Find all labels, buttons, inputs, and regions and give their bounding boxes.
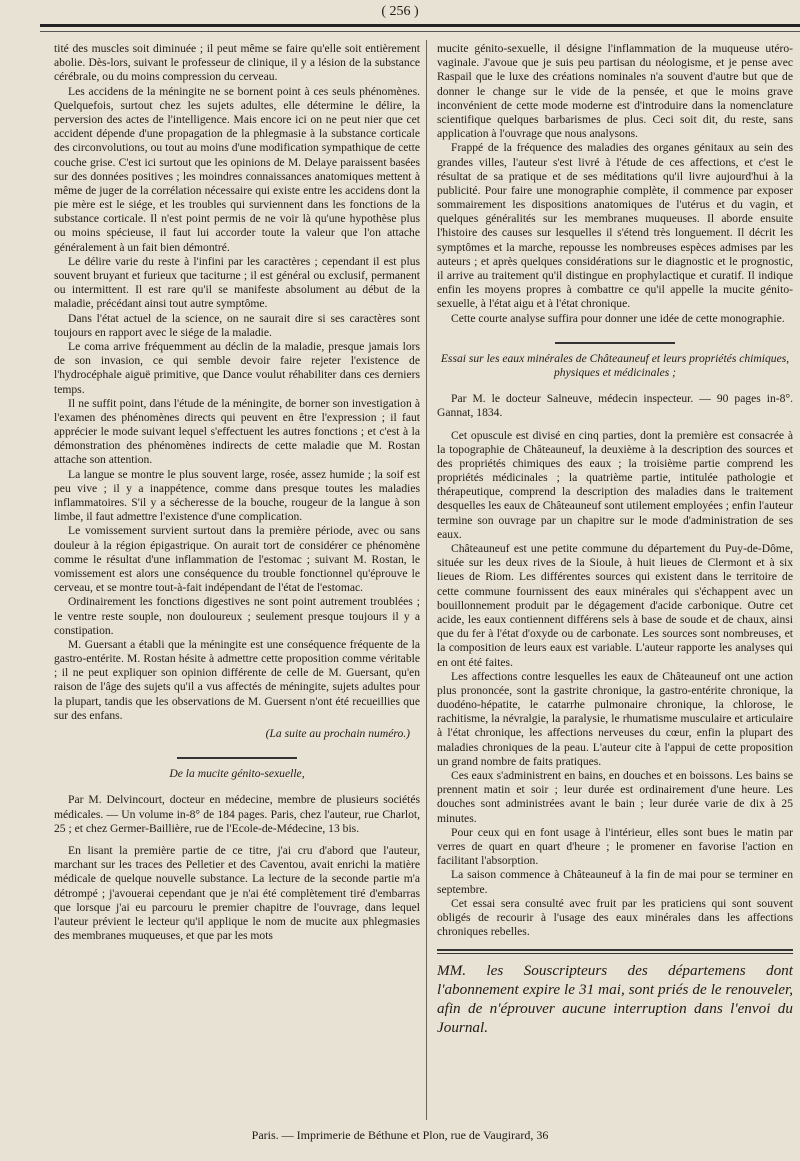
paragraph: La langue se montre le plus souvent large, rosée, assez humide ; la soif est peu vive ; il y a inappétence, comme dans presque toutes les maladies inflammatoires. S'il y a sécheresse de la bouche, rougeur de la langue à son limbe, il faut admettre l'existence d'une complication. <box>54 467 420 524</box>
section-separator <box>555 342 675 344</box>
section-title: Essai sur les eaux minérales de Châteauneuf et leurs propriétés chimiques, physiques et médicinales ; <box>440 351 790 379</box>
paragraph: Dans l'état actuel de la science, on ne saurait dire si ses caractères sont toujours en rapport avec le siége de la maladie. <box>54 311 420 339</box>
review-intro: Par M. Delvincourt, docteur en médecine, membre de plusieurs sociétés médicales. — Un volume in-8° de 184 pages. Paris, chez l'auteur, rue Charlot, 25 ; et chez Germer-Baillière, rue de l'Ecole-de-Médecine, 13 bis. <box>54 793 420 835</box>
notice-text: MM. les Souscripteurs des départemens dont l'abonnement expire le 31 mai, sont priés de le renouveler, afin de n'éprouver aucune interruption dans l'envoi du Journal. <box>437 962 793 1036</box>
paragraph: Les affections contre lesquelles les eaux de Châteauneuf ont une action plus prononcée, sont la gastrite chronique, la gastro-entérite chronique, la duodéno-hépatite, le catarrhe pulmonaire chronique, la chlorose, le rachitisme, la névralgie, la paralysie, le rhumatisme musculaire et articulaire à l'état chronique, les affections nerveuses du cœur, enfin la plupart des maladies chroniques de la peau. L'auteur cite à l'appui de cette proposition un grand nombre de faits pratiques. <box>437 669 793 768</box>
paragraph: mucite génito-sexuelle, il désigne l'inflammation de la muqueuse utéro-vaginale. J'avoue que je suis peu partisan du néologisme, et je pense avec Raspail que le luxe des créations nominales n'a souvent d'autre but que de donner le change sur le vide de la pensée, et que le moins grave inconvénient de cette mode moderne est d'introduire dans la nomenclature scientifique quelques barbarismes de plus. Ceci soit dit, du reste, sans application à l'ouvrage que nous analysons. <box>437 42 793 141</box>
paragraph: Les accidens de la méningite ne se bornent point à ces seuls phénomènes. Quelquefois, surtout chez les sujets adultes, elle détermine le délire, la perversion des actes de l'intelligence. Mais encore ici on ne peut nier que cet accident dépende d'une propagation de la phlegmasie à la substance corticale des circonvolutions, ou tout au moins d'une modification sympathique de cette couche grise. C'est ici surtout que les opinions de M. Delaye paraissent basées sur des données positives ; les moindres connaissances anatomiques mettent à même de juger de la corrélation nécessaire qui existe entre les accidens dont la pie mère est le siége, et les troubles qui surviennent dans les fonctions de la substance corticale. Il n'est point permis de ne voir là qu'une hypothèse plus ou moins spécieuse, il faut lui accorder toute la valeur que l'on attache généralement à un fait bien démontré. <box>54 84 420 254</box>
right-column <box>437 42 793 1038</box>
section-title: De la mucite génito-sexuelle, <box>169 767 305 781</box>
paragraph: Cet essai sera consulté avec fruit par les praticiens qui sont souvent obligés de recourir à l'usage des eaux minérales dans les affections chroniques rebelles. <box>437 896 793 939</box>
subscriber-notice <box>437 962 793 1037</box>
paragraph: Châteauneuf est une petite commune du département du Puy-de-Dôme, située sur les deux rives de la Sioule, à huit lieues de Clermont et à six lieues de Riom. Les différentes sources qui existent dans le territoire de cette commune fournissent des eaux minérales qui s'échappent avec un bouillonnement produit par le dégagement d'acide carbonique. Outre cet acide, les eaux contiennent différens sels à base de soude et de chaux, ainsi que du fer à l'état d'oxyde ou de carbonate. Les sources sont nombreuses, et la composition de leurs eaux est variable. L'auteur rapporte les analyses qui en ont été faites. <box>437 542 793 669</box>
review-intro: Par M. le docteur Salneuve, médecin inspecteur. — 90 pages in-8°. Gannat, 1834. <box>437 392 793 420</box>
paragraph: Frappé de la fréquence des maladies des organes génitaux au sein des grandes villes, l'auteur s'est livré à l'étude de ces affections, et c'est le résultat de sa pratique et de ses méditations qu'il livre aujourd'hui à la publicité. Pour faire une monographie complète, il commence par exposer sommairement les dispositions anatomiques de l'utérus et du vagin, et quelques généralités sur les membranes muqueuses. Il aborde ensuite l'histoire des causes sur lesquelles il s'étend très longuement. Il décrit les symptômes et la marche, repousse les nombreuses espèces admises par les auteurs ; et après quelques considérations sur le diagnostic et le prognostic, il arrive au traitement qu'il distingue en prophylactique et curatif. Il indique enfin les moyens propres à combattre ce qu'il appelle la mucite génito-sexuelle, à l'état aigu et à l'état chronique. <box>437 141 793 311</box>
notice-rule <box>437 949 793 954</box>
paragraph: Il ne suffit point, dans l'étude de la méningite, de borner son investigation à l'examen des phénomènes directs qui peuvent en être l'expression ; il faut apprécier le mode suivant lequel s'effectuent les autres fonctions ; et c'est à la démonstration des phénomènes indirects de cette maladie que M. Rostan attache son attention. <box>54 396 420 467</box>
paragraph: Le délire varie du reste à l'infini par les caractères ; cependant il est plus souvent bruyant et furieux que taciturne ; il est général ou exclusif, permanent ou intermittent. Il est rare qu'il se manifeste absolument au début de la maladie, précédant ainsi tout autre symptôme. <box>54 254 420 311</box>
paragraph: tité des muscles soit diminuée ; il peut même se faire qu'elle soit entièrement abolie. Dès-lors, suivant le professeur de clinique, il y a lésion de la substance cérébrale, ou du moins compression du cerveau. <box>54 42 420 84</box>
printer-footer: Paris. — Imprimerie de Béthune et Plon, rue de Vaugirard, 36 <box>251 1128 549 1142</box>
paragraph: Le coma arrive fréquemment au déclin de la maladie, presque jamais lors de son invasion, ce qui semble devoir faire rejeter l'existence de l'hydrocéphale aiguë primitive, que Dance voulut réhabiliter dans ces derniers temps. <box>54 339 420 396</box>
section-separator <box>177 757 297 759</box>
paragraph: Ces eaux s'administrent en bains, en douches et en boissons. Les bains se prennent matin et soir ; leur durée est ordinairement d'une heure. Les douches sont administrées avant le bain ; leur durée varie de dix à 25 minutes. <box>437 769 793 825</box>
paragraph: Pour ceux qui en font usage à l'intérieur, elles sont bues le matin par verres de quart en quart d'heure ; le promener en favorise l'action en facilitant l'absorption. <box>437 825 793 868</box>
left-column <box>54 42 420 943</box>
paragraph: En lisant la première partie de ce titre, j'ai cru d'abord que l'auteur, marchant sur les traces des Pelletier et des Caventou, avait enrichi la matière médicale de quelque nouvelle substance. La lecture de la seconde partie m'a détrompé ; j'avouerai cependant que je n'ai été complètement tiré d'embarras que lorsque j'ai eu parcouru le premier chapitre de l'ouvrage, dans lequel l'auteur prévient le lecteur qu'il applique le nom de mucite aux phlegmasies des membranes muqueuses, et que par les mots <box>54 843 420 943</box>
paragraph: Ordinairement les fonctions digestives ne sont point autrement troublées ; le ventre reste souple, non douloureux ; seulement presque toujours il y a constipation. <box>54 595 420 637</box>
continued-note: (La suite au prochain numéro.) <box>265 727 410 740</box>
paragraph: Le vomissement survient surtout dans la première période, avec ou sans douleur à la région épigastrique. On aurait tort de considérer ce phénomène comme le résultat d'une inflammation de l'estomac ; suivant M. Rostan, le vomissement est alors une conséquence du trouble fonctionnel qu'éprouve le cerveau, et se montre tout-à-fait indépendant de l'état de l'estomac. <box>54 524 420 595</box>
paragraph: La saison commence à Châteauneuf à la fin de mai pour se terminer en septembre. <box>437 868 793 896</box>
page-number: ( 256 ) <box>381 4 419 19</box>
paragraph: Cet opuscule est divisé en cinq parties, dont la première est consacrée à la topographie de Châteauneuf, la deuxième à la description des sources et des propriétés chimiques des eaux ; la troisième partie comprend les propriétés médicinales ; la quatrième partie, intitulée pathologie et thérapeutique, comprend la description des maladies dans le traitement desquelles les eaux de Châteauneuf sont utilement employées ; enfin l'auteur termine son ouvrage par un chapitre sur le mode d'administration de ses eaux. <box>437 428 793 541</box>
paragraph: Cette courte analyse suffira pour donner une idée de cette monographie. <box>451 311 785 325</box>
paragraph: M. Guersant a établi que la méningite est une conséquence fréquente de la gastro-entérite. M. Rostan hésite à admettre cette proposition comme véritable ; il ne peut expliquer son opinion différente de celle de M. Guersant, qu'en raison de l'âge des sujets qu'il a vus affectés de méningite, sujets adultes pour la plupart, tandis que les observations de M. Guersent n'ont été recueillies que sur des enfans. <box>54 637 420 722</box>
column-divider <box>426 40 427 1120</box>
header-rule <box>40 24 800 32</box>
